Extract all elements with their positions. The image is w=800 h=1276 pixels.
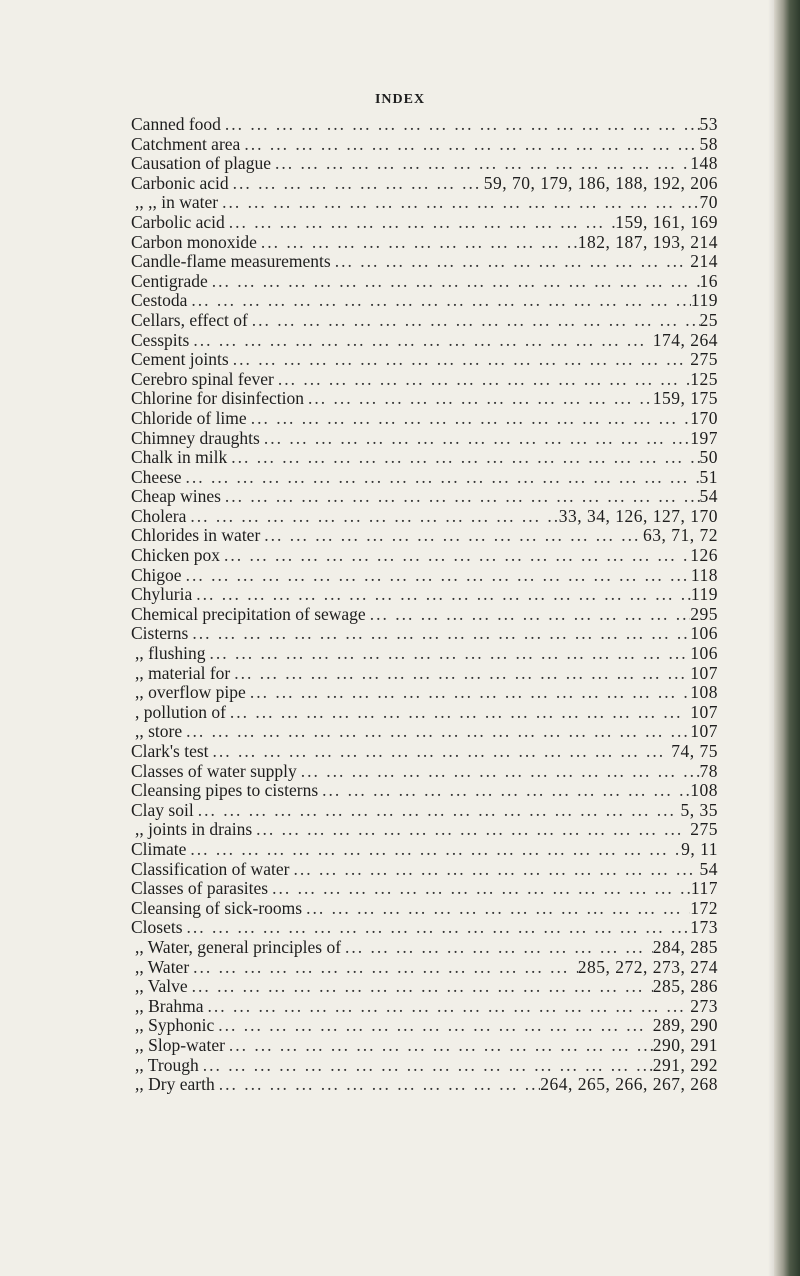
- entry-term: Closets: [131, 918, 183, 938]
- entry-term: , pollution of: [135, 702, 226, 722]
- entry-pages: 291, 292: [652, 1055, 718, 1075]
- dot-leader: [199, 1056, 653, 1076]
- entry-pages: 285, 272, 273, 274: [577, 957, 718, 977]
- entry-term: Chemical precipitation of sewage: [131, 604, 366, 624]
- index-entry: [131, 213, 718, 233]
- index-entry: [131, 918, 718, 938]
- index-entry: [131, 115, 718, 135]
- dot-leader: [260, 526, 643, 546]
- entry-pages: 285, 286: [652, 977, 718, 997]
- index-entry: [131, 370, 718, 390]
- dot-leader: [182, 468, 700, 488]
- entry-pages: 74, 75: [671, 742, 718, 761]
- index-entry: [131, 840, 718, 860]
- entry-pages: 182, 187, 193, 214: [577, 232, 718, 252]
- entry-pages: 16: [699, 271, 718, 291]
- dot-leader: [248, 311, 700, 331]
- entry-term: Causation of plague: [131, 154, 271, 174]
- dot-leader: [240, 135, 699, 155]
- entry-term: Chicken pox: [131, 546, 220, 566]
- entry-term: Cholera: [131, 506, 187, 526]
- entry-term: Carbolic acid: [131, 212, 225, 232]
- index-entry: [131, 487, 718, 507]
- entry-term: Cestoda: [131, 291, 188, 311]
- index-entry: [131, 193, 718, 213]
- dot-leader: [260, 429, 690, 449]
- dot-leader: [271, 154, 690, 174]
- entry-term: ,, Valve: [135, 977, 188, 997]
- entry-pages: 33, 34, 126, 127, 170: [558, 506, 718, 526]
- index-entry: [131, 860, 718, 880]
- index-entry: [131, 1075, 718, 1095]
- entry-pages: 119: [690, 291, 718, 311]
- index-entry: [131, 781, 718, 801]
- entry-term: Carbonic acid: [131, 173, 229, 193]
- dot-leader: [246, 683, 690, 703]
- entry-term: Cleansing pipes to cisterns: [131, 781, 319, 801]
- dot-leader: [194, 801, 681, 821]
- entry-pages: 50: [699, 448, 718, 468]
- index-entry: [131, 879, 718, 899]
- dot-leader: [182, 722, 690, 742]
- dot-leader: [206, 644, 691, 664]
- entry-term: Cheap wines: [131, 487, 221, 507]
- entry-pages: 53: [699, 115, 718, 134]
- index-entry: [131, 350, 718, 370]
- entry-term: ,, overflow pipe: [135, 683, 246, 703]
- entry-pages: 70: [699, 193, 718, 213]
- entry-pages: 275: [690, 350, 718, 370]
- entry-pages: 54: [699, 859, 718, 879]
- index-entry: [131, 566, 718, 586]
- index-entry: [131, 899, 718, 919]
- dot-leader: [220, 546, 690, 566]
- dot-leader: [268, 879, 691, 899]
- entry-term: Classes of parasites: [131, 879, 269, 899]
- dot-leader: [331, 252, 691, 272]
- dot-leader: [214, 1016, 653, 1036]
- index-entry: [131, 624, 718, 644]
- entry-term: Cellars, effect of: [131, 310, 248, 330]
- index-entry: [131, 1036, 718, 1056]
- dot-leader: [247, 409, 691, 429]
- entry-term: Cerebro spinal fever: [131, 369, 274, 389]
- index-entry: [131, 331, 718, 351]
- dot-leader: [182, 566, 691, 586]
- entry-pages: 106: [690, 624, 718, 644]
- index-entry: [131, 311, 718, 331]
- entry-term: Candle-flame measurements: [131, 252, 331, 272]
- entry-pages: 118: [690, 565, 718, 585]
- dot-leader: [302, 899, 690, 919]
- entry-term: Clark's test: [131, 742, 209, 761]
- entry-pages: 106: [690, 644, 718, 664]
- dot-leader: [225, 1036, 653, 1056]
- index-entry: [131, 507, 718, 527]
- dot-leader: [225, 213, 615, 233]
- index-entry: [131, 958, 718, 978]
- entry-pages: 264, 265, 266, 267, 268: [540, 1075, 718, 1095]
- index-entry: [131, 546, 718, 566]
- index-entry: [131, 135, 718, 155]
- index-entry: [131, 644, 718, 664]
- book-edge: [774, 0, 800, 1276]
- index-entry: [131, 409, 718, 429]
- entry-pages: 117: [690, 879, 718, 899]
- entry-term: ,, Water: [135, 957, 190, 977]
- entry-term: Chimney draughts: [131, 428, 260, 448]
- entry-term: Chlorides in water: [131, 526, 261, 546]
- index-entry: [131, 468, 718, 488]
- entry-term: ,, Slop-water: [135, 1035, 225, 1055]
- entry-term: Cheese: [131, 467, 182, 487]
- index-entry: [131, 664, 718, 684]
- dot-leader: [230, 664, 690, 684]
- entry-term: ,, Brahma: [135, 996, 204, 1016]
- dot-leader: [226, 703, 690, 723]
- entry-term: Classes of water supply: [131, 761, 297, 781]
- entry-pages: 51: [699, 467, 718, 487]
- dot-leader: [318, 781, 690, 801]
- entry-pages: 159, 161, 169: [615, 212, 718, 232]
- index-entry: [131, 585, 718, 605]
- entry-pages: 5, 35: [680, 800, 718, 820]
- dot-leader: [215, 1075, 541, 1095]
- dot-leader: [229, 350, 691, 370]
- dot-leader: [208, 272, 700, 292]
- entry-term: Chigoe: [131, 565, 182, 585]
- index-entry: [131, 742, 718, 762]
- dot-leader: [186, 507, 558, 527]
- dot-leader: [188, 977, 653, 997]
- index-entry: [131, 997, 718, 1017]
- entry-pages: 78: [699, 761, 718, 781]
- dot-leader: [304, 389, 653, 409]
- entry-term: Centigrade: [131, 271, 208, 291]
- dot-leader: [218, 193, 699, 213]
- page-title: INDEX: [374, 92, 426, 107]
- dot-leader: [257, 233, 578, 253]
- index-entry: [131, 820, 718, 840]
- entry-pages: 173: [690, 918, 718, 938]
- index-entry: [131, 1056, 718, 1076]
- entry-pages: 170: [690, 408, 718, 428]
- entry-pages: 59, 70, 179, 186, 188, 192, 206: [483, 173, 718, 193]
- entry-pages: 107: [690, 702, 718, 722]
- entry-term: Catchment area: [131, 134, 241, 154]
- dot-leader: [252, 820, 690, 840]
- index-entry: [131, 703, 718, 723]
- dot-leader: [183, 918, 691, 938]
- entry-term: Cement joints: [131, 350, 229, 370]
- entry-term: ,, store: [135, 722, 183, 742]
- dot-leader: [192, 585, 691, 605]
- entry-term: ,, Water, general principles of: [135, 937, 342, 957]
- entry-term: Cleansing of sick-rooms: [131, 898, 303, 918]
- index-entry: [131, 683, 718, 703]
- entry-pages: 126: [690, 546, 718, 566]
- index-entry: [131, 448, 718, 468]
- entry-term: Chyluria: [131, 585, 193, 605]
- entry-pages: 159, 175: [652, 389, 718, 409]
- entry-term: ,, material for: [135, 663, 231, 683]
- entry-pages: 284, 285: [652, 937, 718, 957]
- entry-pages: 58: [699, 134, 718, 154]
- index-entry: [131, 1016, 718, 1036]
- entry-pages: 275: [690, 820, 718, 840]
- entry-pages: 25: [699, 310, 718, 330]
- entry-pages: 289, 290: [652, 1016, 718, 1036]
- dot-leader: [227, 448, 699, 468]
- dot-leader: [186, 840, 681, 860]
- entry-pages: 9, 11: [681, 839, 718, 859]
- index-entry: [131, 233, 718, 253]
- dot-leader: [229, 174, 484, 194]
- index-entry: [131, 252, 718, 272]
- entry-term: Chlorine for disinfection: [131, 389, 305, 409]
- entry-pages: 54: [699, 487, 718, 507]
- index-entry: [131, 605, 718, 625]
- entry-pages: 295: [690, 604, 718, 624]
- entry-term: ,, Dry earth: [135, 1075, 215, 1095]
- entry-term: Chloride of lime: [131, 408, 247, 428]
- index-entry: [131, 272, 718, 292]
- dot-leader: [188, 624, 690, 644]
- dot-leader: [289, 860, 699, 880]
- index-entry: [131, 722, 718, 742]
- entry-term: Clay soil: [131, 800, 194, 820]
- entry-term: Chalk in milk: [131, 448, 228, 468]
- dot-leader: [274, 370, 690, 390]
- entry-pages: 197: [690, 428, 718, 448]
- entry-pages: 107: [690, 663, 718, 683]
- entry-term: Cesspits: [131, 330, 190, 350]
- dot-leader: [209, 742, 672, 762]
- entry-term: ,, Trough: [135, 1055, 199, 1075]
- entry-pages: 290, 291: [652, 1035, 718, 1055]
- entry-term: ,, ,, in water: [135, 193, 219, 213]
- entry-pages: 172: [690, 898, 718, 918]
- dot-leader: [221, 115, 700, 135]
- index-entry: [131, 154, 718, 174]
- entry-term: Cisterns: [131, 624, 189, 644]
- entry-pages: 107: [690, 722, 718, 742]
- entry-pages: 63, 71, 72: [643, 526, 718, 546]
- index-entry: [131, 801, 718, 821]
- index-list: [131, 115, 718, 1095]
- entry-pages: 273: [690, 996, 718, 1016]
- index-entry: [131, 977, 718, 997]
- entry-term: ,, flushing: [135, 644, 206, 664]
- entry-term: Classification of water: [131, 859, 290, 879]
- index-entry: [131, 174, 718, 194]
- entry-pages: 119: [690, 585, 718, 605]
- entry-term: Canned food: [131, 115, 221, 134]
- index-entry: [131, 389, 718, 409]
- entry-term: ,, joints in drains: [135, 820, 253, 840]
- dot-leader: [221, 487, 700, 507]
- dot-leader: [189, 958, 578, 978]
- entry-pages: 174, 264: [652, 330, 718, 350]
- entry-term: ,, Syphonic: [135, 1016, 215, 1036]
- dot-leader: [204, 997, 691, 1017]
- index-entry: [131, 938, 718, 958]
- dot-leader: [297, 762, 700, 782]
- dot-leader: [187, 291, 691, 311]
- entry-pages: 214: [690, 252, 718, 272]
- index-entry: [131, 291, 718, 311]
- dot-leader: [366, 605, 691, 625]
- dot-leader: [189, 331, 652, 351]
- index-entry: [131, 762, 718, 782]
- entry-pages: 148: [690, 154, 718, 174]
- entry-pages: 108: [690, 683, 718, 703]
- dot-leader: [341, 938, 653, 958]
- index-entry: [131, 526, 718, 546]
- entry-term: Carbon monoxide: [131, 232, 257, 252]
- index-entry: [131, 429, 718, 449]
- entry-pages: 125: [690, 369, 718, 389]
- entry-pages: 108: [690, 781, 718, 801]
- entry-term: Climate: [131, 839, 187, 859]
